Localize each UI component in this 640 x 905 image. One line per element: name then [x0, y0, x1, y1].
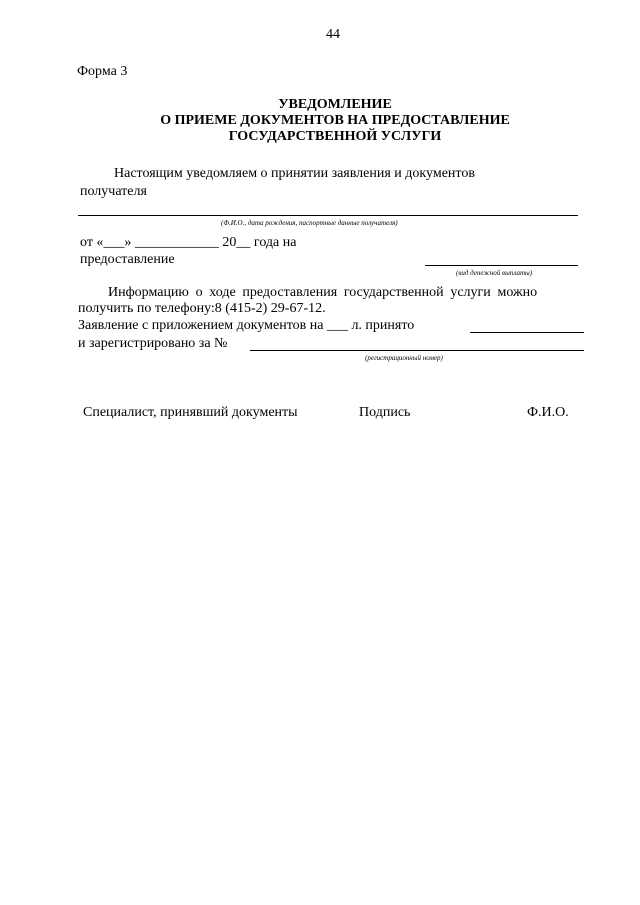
title-line-1: УВЕДОМЛЕНИЕ [278, 97, 392, 112]
form-label: Форма 3 [77, 64, 128, 79]
accepted-by-line [470, 332, 584, 333]
info-line-1: Информацию о ходе предоставления государственной услуги можно [108, 285, 538, 300]
intro-line-1: Настоящим уведомляем о принятии заявления и документов [114, 166, 475, 181]
date-row: от «___» ____________ 20__ года на [80, 235, 297, 250]
payment-caption: (вид денежной выплаты) [456, 269, 533, 277]
specialist-label: Специалист, принявший документы [83, 405, 298, 420]
payment-type-line [425, 265, 578, 266]
registration-number-line [250, 350, 584, 351]
intro-line-2: получателя [80, 184, 147, 199]
fio-label: Ф.И.О. [527, 405, 569, 420]
application-line-1: Заявление с приложением документов на ___ л. принято [78, 318, 415, 333]
provision-label: предоставление [80, 252, 175, 267]
fio-caption: (Ф.И.О., дата рождения, паспортные данные получателя) [221, 219, 398, 227]
signature-label: Подпись [359, 405, 411, 420]
title-line-3: ГОСУДАРСТВЕННОЙ УСЛУГИ [228, 129, 442, 144]
page-number: 44 [326, 27, 340, 42]
registration-caption: (регистрационный номер) [365, 354, 443, 362]
title-line-2: О ПРИЕМЕ ДОКУМЕНТОВ НА ПРЕДОСТАВЛЕНИЕ [160, 113, 510, 128]
fio-line [78, 215, 578, 216]
application-line-2: и зарегистрировано за № [78, 336, 228, 351]
info-line-2: получить по телефону:8 (415-2) 29-67-12. [78, 301, 326, 316]
